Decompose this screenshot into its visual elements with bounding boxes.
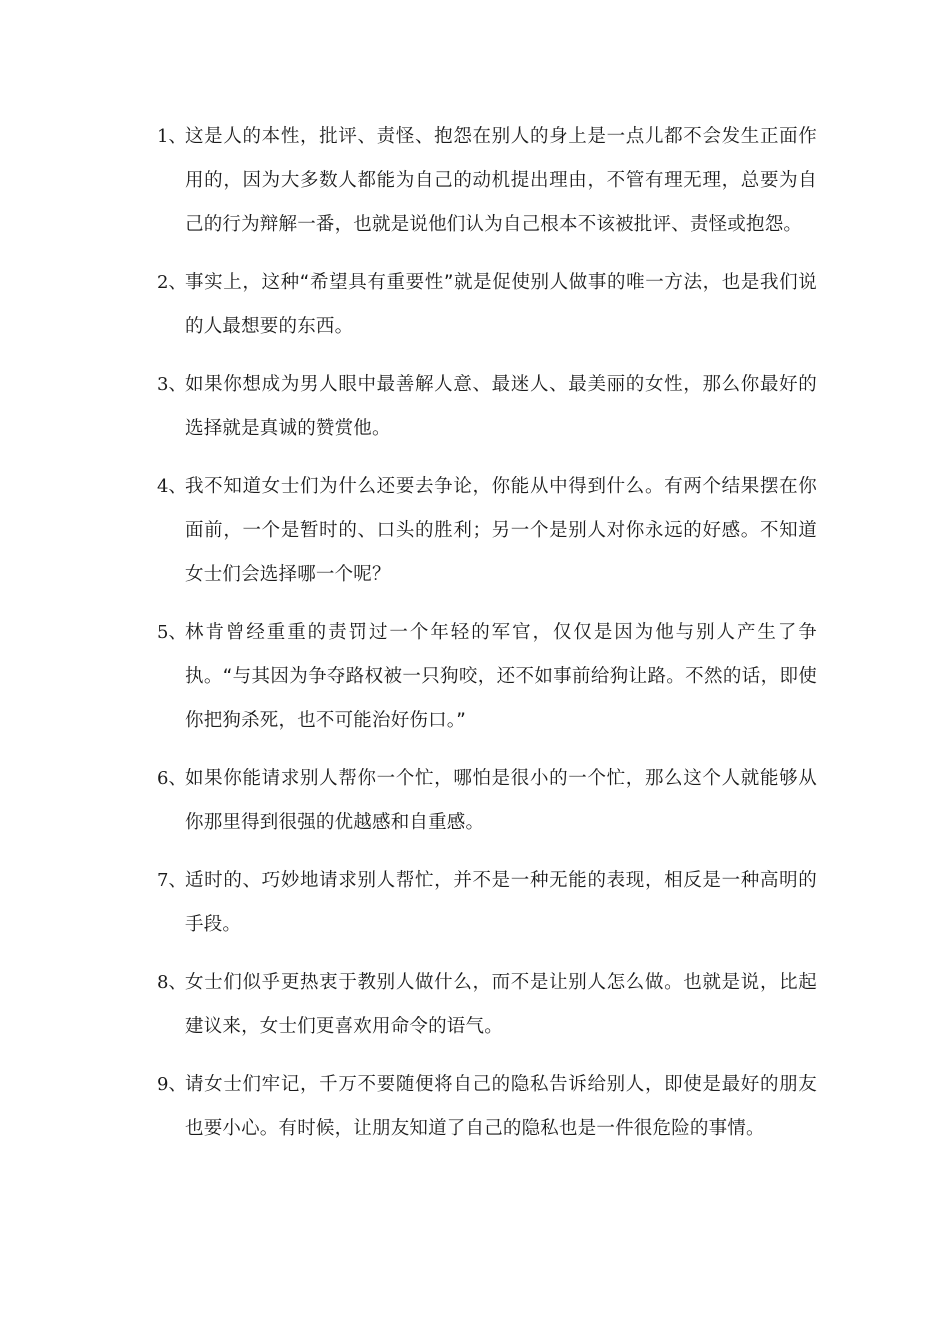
list-item-number: 8、 <box>157 972 187 993</box>
list-item-text: 林肯曾经重重的责罚过一个年轻的军官，仅仅是因为他与别人产生了争执。“与其因为争夺路权被一只狗咬，还不如事前给狗让路。不然的话，即使你把狗杀死，也不可能治好伤口。” <box>185 622 817 731</box>
list-item <box>157 465 817 597</box>
list-item-text: 如果你想成为男人眼中最善解人意、最迷人、最美丽的女性，那么你最好的选择就是真诚的赞赏他。 <box>185 374 817 439</box>
list-item <box>157 859 817 947</box>
list-item <box>157 115 817 247</box>
list-item-number: 4、 <box>157 476 187 497</box>
list-item <box>157 961 817 1049</box>
list-item-number: 5、 <box>157 622 187 643</box>
list-item-text: 我不知道女士们为什么还要去争论，你能从中得到什么。有两个结果摆在你面前，一个是暂时的、口头的胜利；另一个是别人对你永远的好感。不知道女士们会选择哪一个呢？ <box>185 476 817 585</box>
list-item-number: 9、 <box>157 1074 187 1095</box>
list-item <box>157 363 817 451</box>
list-item-number: 6、 <box>157 768 187 789</box>
list-item-text: 事实上，这种“希望具有重要性”就是促使别人做事的唯一方法，也是我们说的人最想要的东西。 <box>185 272 817 337</box>
numbered-list <box>157 115 817 1165</box>
list-item-number: 1、 <box>157 126 187 147</box>
list-item <box>157 611 817 743</box>
list-item <box>157 261 817 349</box>
list-item-text: 请女士们牢记，千万不要随便将自己的隐私告诉给别人，即使是最好的朋友也要小心。有时候，让朋友知道了自己的隐私也是一件很危险的事情。 <box>185 1074 817 1139</box>
list-item-text: 女士们似乎更热衷于教别人做什么，而不是让别人怎么做。也就是说，比起建议来，女士们更喜欢用命令的语气。 <box>185 972 817 1037</box>
list-item-number: 2、 <box>157 272 187 293</box>
list-item-text: 这是人的本性，批评、责怪、抱怨在别人的身上是一点儿都不会发生正面作用的，因为大多数人都能为自己的动机提出理由，不管有理无理，总要为自己的行为辩解一番，也就是说他们认为自己根本不该被批评、责怪或抱怨。 <box>185 126 817 235</box>
list-item-text: 适时的、巧妙地请求别人帮忙，并不是一种无能的表现，相反是一种高明的手段。 <box>185 870 817 935</box>
list-item-number: 7、 <box>157 870 187 891</box>
list-item <box>157 757 817 845</box>
list-item-number: 3、 <box>157 374 187 395</box>
list-item <box>157 1063 817 1151</box>
list-item-text: 如果你能请求别人帮你一个忙，哪怕是很小的一个忙，那么这个人就能够从你那里得到很强的优越感和自重感。 <box>185 768 817 833</box>
